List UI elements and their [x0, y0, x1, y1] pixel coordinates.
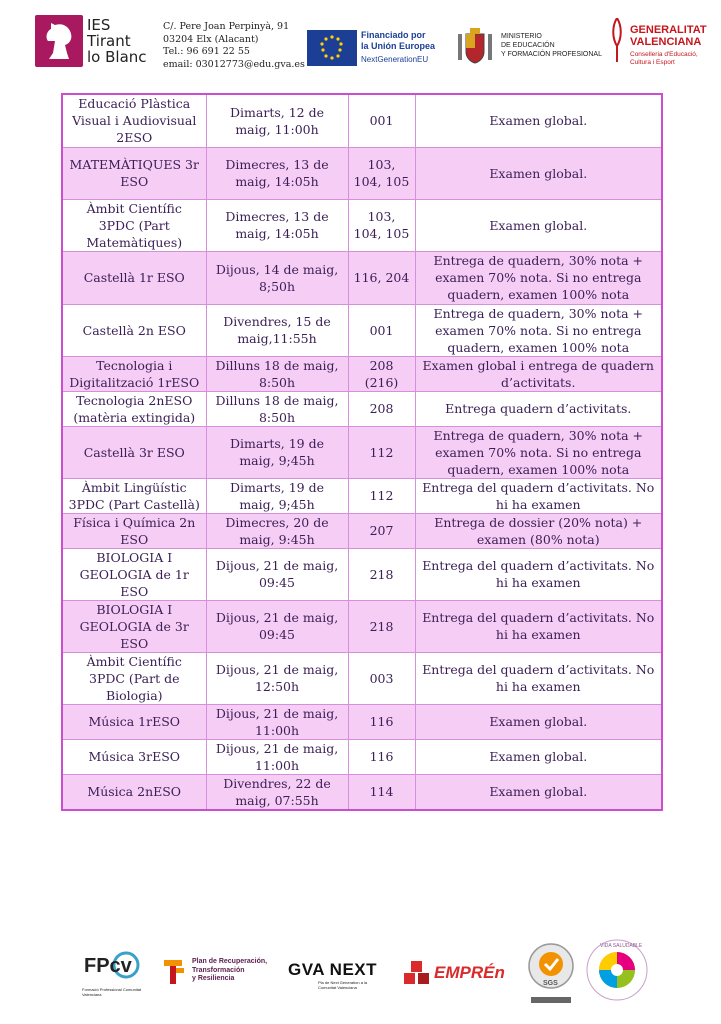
address-line: 03204 Elx (Alacant) — [163, 33, 259, 45]
date-cell: Dimecres, 20 de maig, 9:45h — [206, 513, 348, 548]
notes-cell: Examen global i entrega de quadern d’activitats. — [415, 356, 662, 391]
table-row — [62, 147, 662, 199]
room-cell: 116 — [348, 739, 415, 774]
date-cell: Dijous, 14 de maig, 8;50h — [206, 251, 348, 304]
room-cell: 112 — [348, 426, 415, 478]
sgs-label: SGS — [543, 980, 558, 987]
room-cell: 112 — [348, 478, 415, 513]
subject-cell: Castellà 1r ESO — [62, 251, 206, 304]
room-cell: 116 — [348, 704, 415, 739]
subject-cell: Tecnologia 2nESO (matèria extingida) — [62, 391, 206, 426]
room-cell: 001 — [348, 94, 415, 147]
plan-mark-icon — [162, 958, 188, 986]
subject-cell: Àmbit Científic 3PDC (Part de Biologia) — [62, 652, 206, 704]
subject-cell: Castellà 2n ESO — [62, 304, 206, 356]
table-row — [62, 652, 662, 704]
room-cell: 114 — [348, 774, 415, 810]
gvanext-sub: Pla de Next Generation a la Comunitat Valenciana — [318, 980, 368, 990]
room-cell: 003 — [348, 652, 415, 704]
notes-cell: Examen global. — [415, 147, 662, 199]
school-logo-line: Tirant — [87, 32, 131, 50]
table-row — [62, 426, 662, 478]
gvanext-label: GVA NEXT — [288, 960, 378, 979]
notes-cell: Examen global. — [415, 199, 662, 251]
room-cell: 218 — [348, 600, 415, 652]
exam-schedule-body — [62, 94, 662, 810]
empren-logo — [402, 960, 505, 990]
eu-subtitle: NextGenerationEU — [361, 55, 429, 64]
eu-line: Financiado por — [361, 30, 426, 40]
table-row — [62, 356, 662, 391]
table-row — [62, 600, 662, 652]
conselleria-line: Conselleria d'Educació, — [630, 51, 698, 58]
subject-cell: Tecnologia i Digitalització 1rESO — [62, 356, 206, 391]
empren-label: EMPRÉn — [434, 963, 505, 982]
date-cell: Divendres, 22 de maig, 07:55h — [206, 774, 348, 810]
room-cell: 208 (216) — [348, 356, 415, 391]
date-cell: Dimarts, 12 de maig, 11:00h — [206, 94, 348, 147]
plan-line: Transformación — [192, 966, 245, 974]
fpcv-sub: Formació Professional Comunitat Valenciana — [82, 987, 142, 997]
generalitat-logo — [608, 18, 718, 73]
table-row — [62, 251, 662, 304]
room-cell: 103, 104, 105 — [348, 147, 415, 199]
gvanext-logo — [288, 960, 378, 994]
eu-funding-logo — [307, 30, 442, 68]
vida-saludable-badge — [585, 938, 649, 1002]
notes-cell: Entrega del quadern d’activitats. No hi ha examen — [415, 600, 662, 652]
notes-cell: Entrega de dossier (20% nota) + examen (80% nota) — [415, 513, 662, 548]
exam-schedule-table — [61, 93, 663, 811]
enac-strip — [531, 997, 571, 1003]
date-cell: Dijous, 21 de maig, 12:50h — [206, 652, 348, 704]
notes-cell: Entrega del quadern d’activitats. No hi ha examen — [415, 548, 662, 600]
school-address — [163, 21, 305, 71]
generalitat-emblem-icon — [610, 18, 624, 62]
plan-line: y Resiliencia — [192, 975, 235, 982]
chess-knight-icon — [35, 15, 83, 67]
healthy-life-badge-icon — [585, 938, 649, 1002]
address-line: C/. Pere Joan Perpinyà, 91 — [163, 21, 290, 32]
notes-cell: Entrega de quadern, 30% nota + examen 70% nota. Si no entrega quadern, examen 100% nota — [415, 251, 662, 304]
room-cell: 207 — [348, 513, 415, 548]
room-cell: 208 — [348, 391, 415, 426]
notes-cell: Examen global. — [415, 704, 662, 739]
notes-cell: Entrega del quadern d’activitats. No hi ha examen — [415, 652, 662, 704]
date-cell: Dijous, 21 de maig, 11:00h — [206, 739, 348, 774]
room-cell: 116, 204 — [348, 251, 415, 304]
date-cell: Dimecres, 13 de maig, 14:05h — [206, 199, 348, 251]
ministry-line: MINISTERIO — [501, 33, 542, 40]
sgs-certification-logo — [527, 942, 575, 1000]
ministry-line: DE EDUCACIÓN — [501, 42, 555, 49]
sgs-seal-icon — [527, 942, 575, 990]
subject-cell: Àmbit Científic 3PDC (Part Matemàtiques) — [62, 199, 206, 251]
school-logo — [35, 15, 155, 70]
email-line: email: 03012773@edu.gva.es — [163, 58, 305, 70]
room-cell: 218 — [348, 548, 415, 600]
ministry-logo — [455, 26, 605, 70]
notes-cell: Entrega del quadern d’activitats. No hi ha examen — [415, 478, 662, 513]
table-row — [62, 94, 662, 147]
subject-cell: Castellà 3r ESO — [62, 426, 206, 478]
empren-cubes-icon — [402, 960, 432, 986]
room-cell: 103, 104, 105 — [348, 199, 415, 251]
notes-cell: Examen global. — [415, 739, 662, 774]
fpcv-logo — [82, 948, 144, 998]
subject-cell: Educació Plàstica Visual i Audiovisual 2ESO — [62, 94, 206, 147]
fpcv-mark-icon — [82, 948, 142, 982]
date-cell: Dilluns 18 de maig, 8:50h — [206, 356, 348, 391]
date-cell: Dilluns 18 de maig, 8:50h — [206, 391, 348, 426]
date-cell: Dimarts, 19 de maig, 9;45h — [206, 426, 348, 478]
date-cell: Dijous, 21 de maig, 11:00h — [206, 704, 348, 739]
notes-cell: Entrega de quadern, 30% nota + examen 70% nota. Si no entrega quadern, examen 100% nota — [415, 426, 662, 478]
subject-cell: BIOLOGIA I GEOLOGIA de 1r ESO — [62, 548, 206, 600]
page-header — [0, 0, 721, 80]
subject-cell: BIOLOGIA I GEOLOGIA de 3r ESO — [62, 600, 206, 652]
subject-cell: Música 3rESO — [62, 739, 206, 774]
table-row — [62, 739, 662, 774]
plan-line: Plan de Recuperación, — [192, 958, 268, 965]
conselleria-line: Cultura i Esport — [630, 59, 675, 66]
date-cell: Divendres, 15 de maig,11:55h — [206, 304, 348, 356]
eu-flag-icon — [307, 30, 357, 66]
notes-cell: Examen global. — [415, 94, 662, 147]
phone-line: Tel.: 96 691 22 55 — [163, 46, 250, 57]
subject-cell: Àmbit Lingüístic 3PDC (Part Castellà) — [62, 478, 206, 513]
subject-cell: Música 1rESO — [62, 704, 206, 739]
coat-of-arms-icon — [455, 26, 495, 66]
eu-line: la Unión Europea — [361, 41, 436, 51]
date-cell: Dijous, 21 de maig, 09:45 — [206, 548, 348, 600]
notes-cell: Entrega de quadern, 30% nota + examen 70% nota. Si no entrega quadern, examen 100% nota — [415, 304, 662, 356]
badge-ring-text: VIDA SALUDABLE — [600, 943, 643, 949]
plan-recuperacion-logo — [162, 958, 280, 994]
subject-cell: Música 2nESO — [62, 774, 206, 810]
subject-cell: Física i Química 2n ESO — [62, 513, 206, 548]
date-cell: Dimecres, 13 de maig, 14:05h — [206, 147, 348, 199]
subject-cell: MATEMÀTIQUES 3r ESO — [62, 147, 206, 199]
school-logo-line: IES — [87, 16, 111, 34]
generalitat-line: VALENCIANA — [630, 36, 702, 48]
date-cell: Dimarts, 19 de maig, 9;45h — [206, 478, 348, 513]
notes-cell: Examen global. — [415, 774, 662, 810]
notes-cell: Entrega quadern d’activitats. — [415, 391, 662, 426]
table-row — [62, 304, 662, 356]
table-row — [62, 513, 662, 548]
date-cell: Dijous, 21 de maig, 09:45 — [206, 600, 348, 652]
table-row — [62, 774, 662, 810]
fpcv-label: FPcv — [84, 955, 132, 977]
table-row — [62, 704, 662, 739]
page-footer — [0, 930, 721, 1010]
table-row — [62, 199, 662, 251]
school-logo-line: lo Blanc — [87, 48, 147, 66]
table-row — [62, 391, 662, 426]
table-row — [62, 478, 662, 513]
room-cell: 001 — [348, 304, 415, 356]
table-row — [62, 548, 662, 600]
ministry-line: Y FORMACIÓN PROFESIONAL — [501, 51, 602, 58]
generalitat-line: GENERALITAT — [630, 24, 707, 36]
